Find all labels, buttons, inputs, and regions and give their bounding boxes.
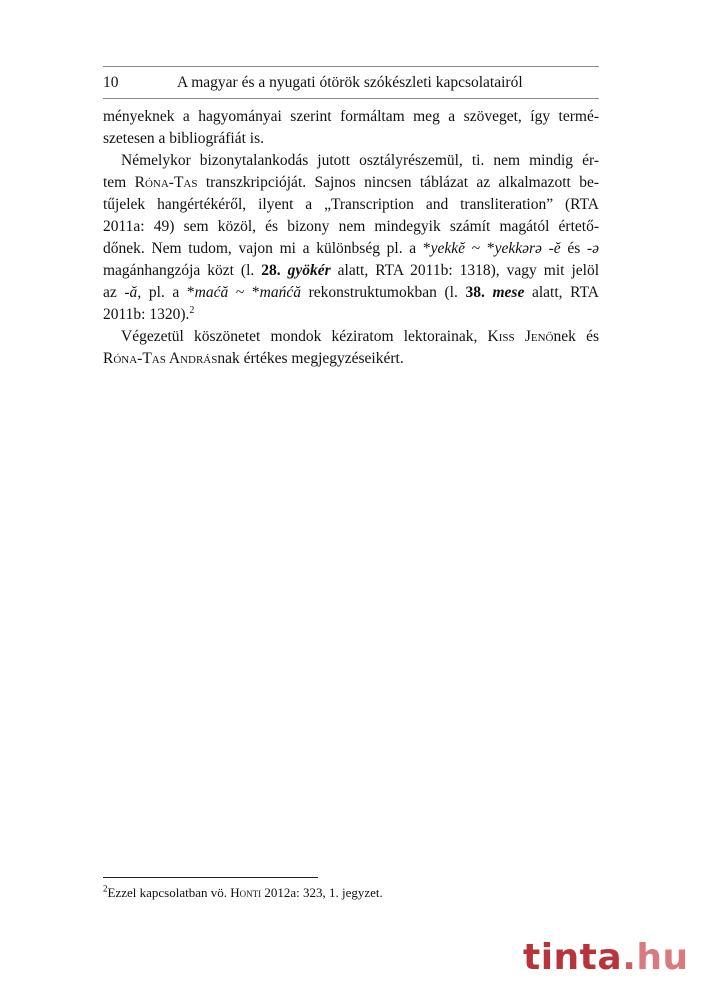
paragraph	[103, 326, 599, 370]
watermark-hu: hu	[636, 937, 689, 978]
text-line	[103, 238, 599, 260]
text-line	[103, 260, 599, 282]
paragraph	[103, 106, 599, 150]
footnote-text-after: 2012a: 323, 1. jegyzet.	[261, 885, 383, 900]
text-run: mańćă	[259, 284, 301, 301]
text-run: szetesen a bibliográfiát is.	[103, 130, 264, 147]
text-run: alatt, RTA 2011b: 1318), vagy mit jelöl	[330, 262, 599, 279]
text-run: dőnek. Nem tudom, vajon mi a különbség pl. a *	[103, 240, 431, 257]
text-run: Kiss Jenő	[487, 328, 554, 345]
text-run	[281, 262, 288, 279]
body-text	[103, 106, 599, 370]
footnote-text-before: Ezzel kapcsolatban vö.	[107, 885, 231, 900]
text-run: -ə	[586, 240, 599, 257]
text-run: 2011a: 49) sem közöl, és bizony nem mindegyik számít magától értető-	[103, 218, 599, 235]
text-run: magánhangzója közt (l.	[103, 262, 262, 279]
watermark-dot: .	[622, 937, 637, 978]
text-run: ~ *	[228, 284, 260, 301]
footnote-author: Honti	[230, 885, 262, 900]
text-run: -	[168, 174, 174, 191]
text-run: Róna	[103, 350, 138, 367]
text-line	[103, 326, 599, 348]
running-title: A magyar és a nyugati ótörök szókészleti kapcsolatairól	[177, 74, 523, 91]
text-line	[103, 194, 599, 216]
text-run: alatt, RTA	[524, 284, 600, 301]
text-run: nak értékes megjegyzéseikért.	[217, 350, 404, 367]
footnote-marker: 2	[103, 883, 108, 894]
text-run: nek és	[553, 328, 600, 345]
text-run: -	[137, 350, 143, 367]
text-run: yekkərə -ĕ	[494, 240, 561, 257]
text-run: és	[560, 240, 587, 257]
paragraph	[103, 150, 599, 326]
text-run: Róna	[134, 174, 169, 191]
text-line	[103, 172, 599, 194]
text-run: tem	[103, 174, 135, 191]
text-line	[103, 128, 599, 150]
text-run: transzkripcióját. Sajnos nincsen táblázat az alkalmazott be-	[197, 174, 599, 191]
text-run: az	[103, 284, 125, 301]
footnote-rule	[103, 877, 318, 878]
text-run	[485, 284, 493, 301]
text-run: rekonstruktumokban (l.	[300, 284, 466, 301]
text-run: ~ *	[465, 240, 495, 257]
text-line	[103, 304, 599, 326]
text-run: tűjelek hangértékéről, ilyent a „Transcription and transliteration” (RTA	[103, 196, 599, 213]
text-line	[103, 106, 599, 128]
text-line	[103, 150, 599, 172]
text-run: yekkĕ	[430, 240, 466, 257]
text-line	[103, 282, 599, 304]
text-run: ményeknek a hagyományai szerint formáltam meg a szöveget, így termé-	[103, 108, 599, 125]
text-line	[103, 216, 599, 238]
text-run: Tas András	[142, 350, 218, 367]
footnote	[103, 884, 599, 902]
text-run: 38.	[465, 284, 485, 301]
text-run: Némelykor bizonytalankodás jutott osztályrészemül, ti. nem mindig ér-	[121, 152, 599, 169]
text-line	[103, 348, 599, 370]
footnote-ref: 2	[189, 304, 195, 316]
text-run: Végezetül köszönetet mondok kéziratom lektorainak,	[121, 328, 488, 345]
text-run: , pl. a *	[137, 284, 195, 301]
header-top-rule	[103, 66, 599, 67]
text-run: maćă	[194, 284, 229, 301]
text-run: 28.	[261, 262, 281, 279]
text-run: mese	[492, 284, 525, 301]
page-number: 10	[103, 74, 119, 91]
text-run: gyökér	[287, 262, 331, 279]
header-bottom-rule	[103, 98, 599, 99]
text-run: 2011b: 1320).	[103, 306, 190, 323]
text-run: -ă	[124, 284, 138, 301]
tinta-hu-watermark	[523, 937, 689, 978]
text-run: Tas	[173, 174, 198, 191]
watermark-tinta: tinta	[523, 937, 623, 978]
